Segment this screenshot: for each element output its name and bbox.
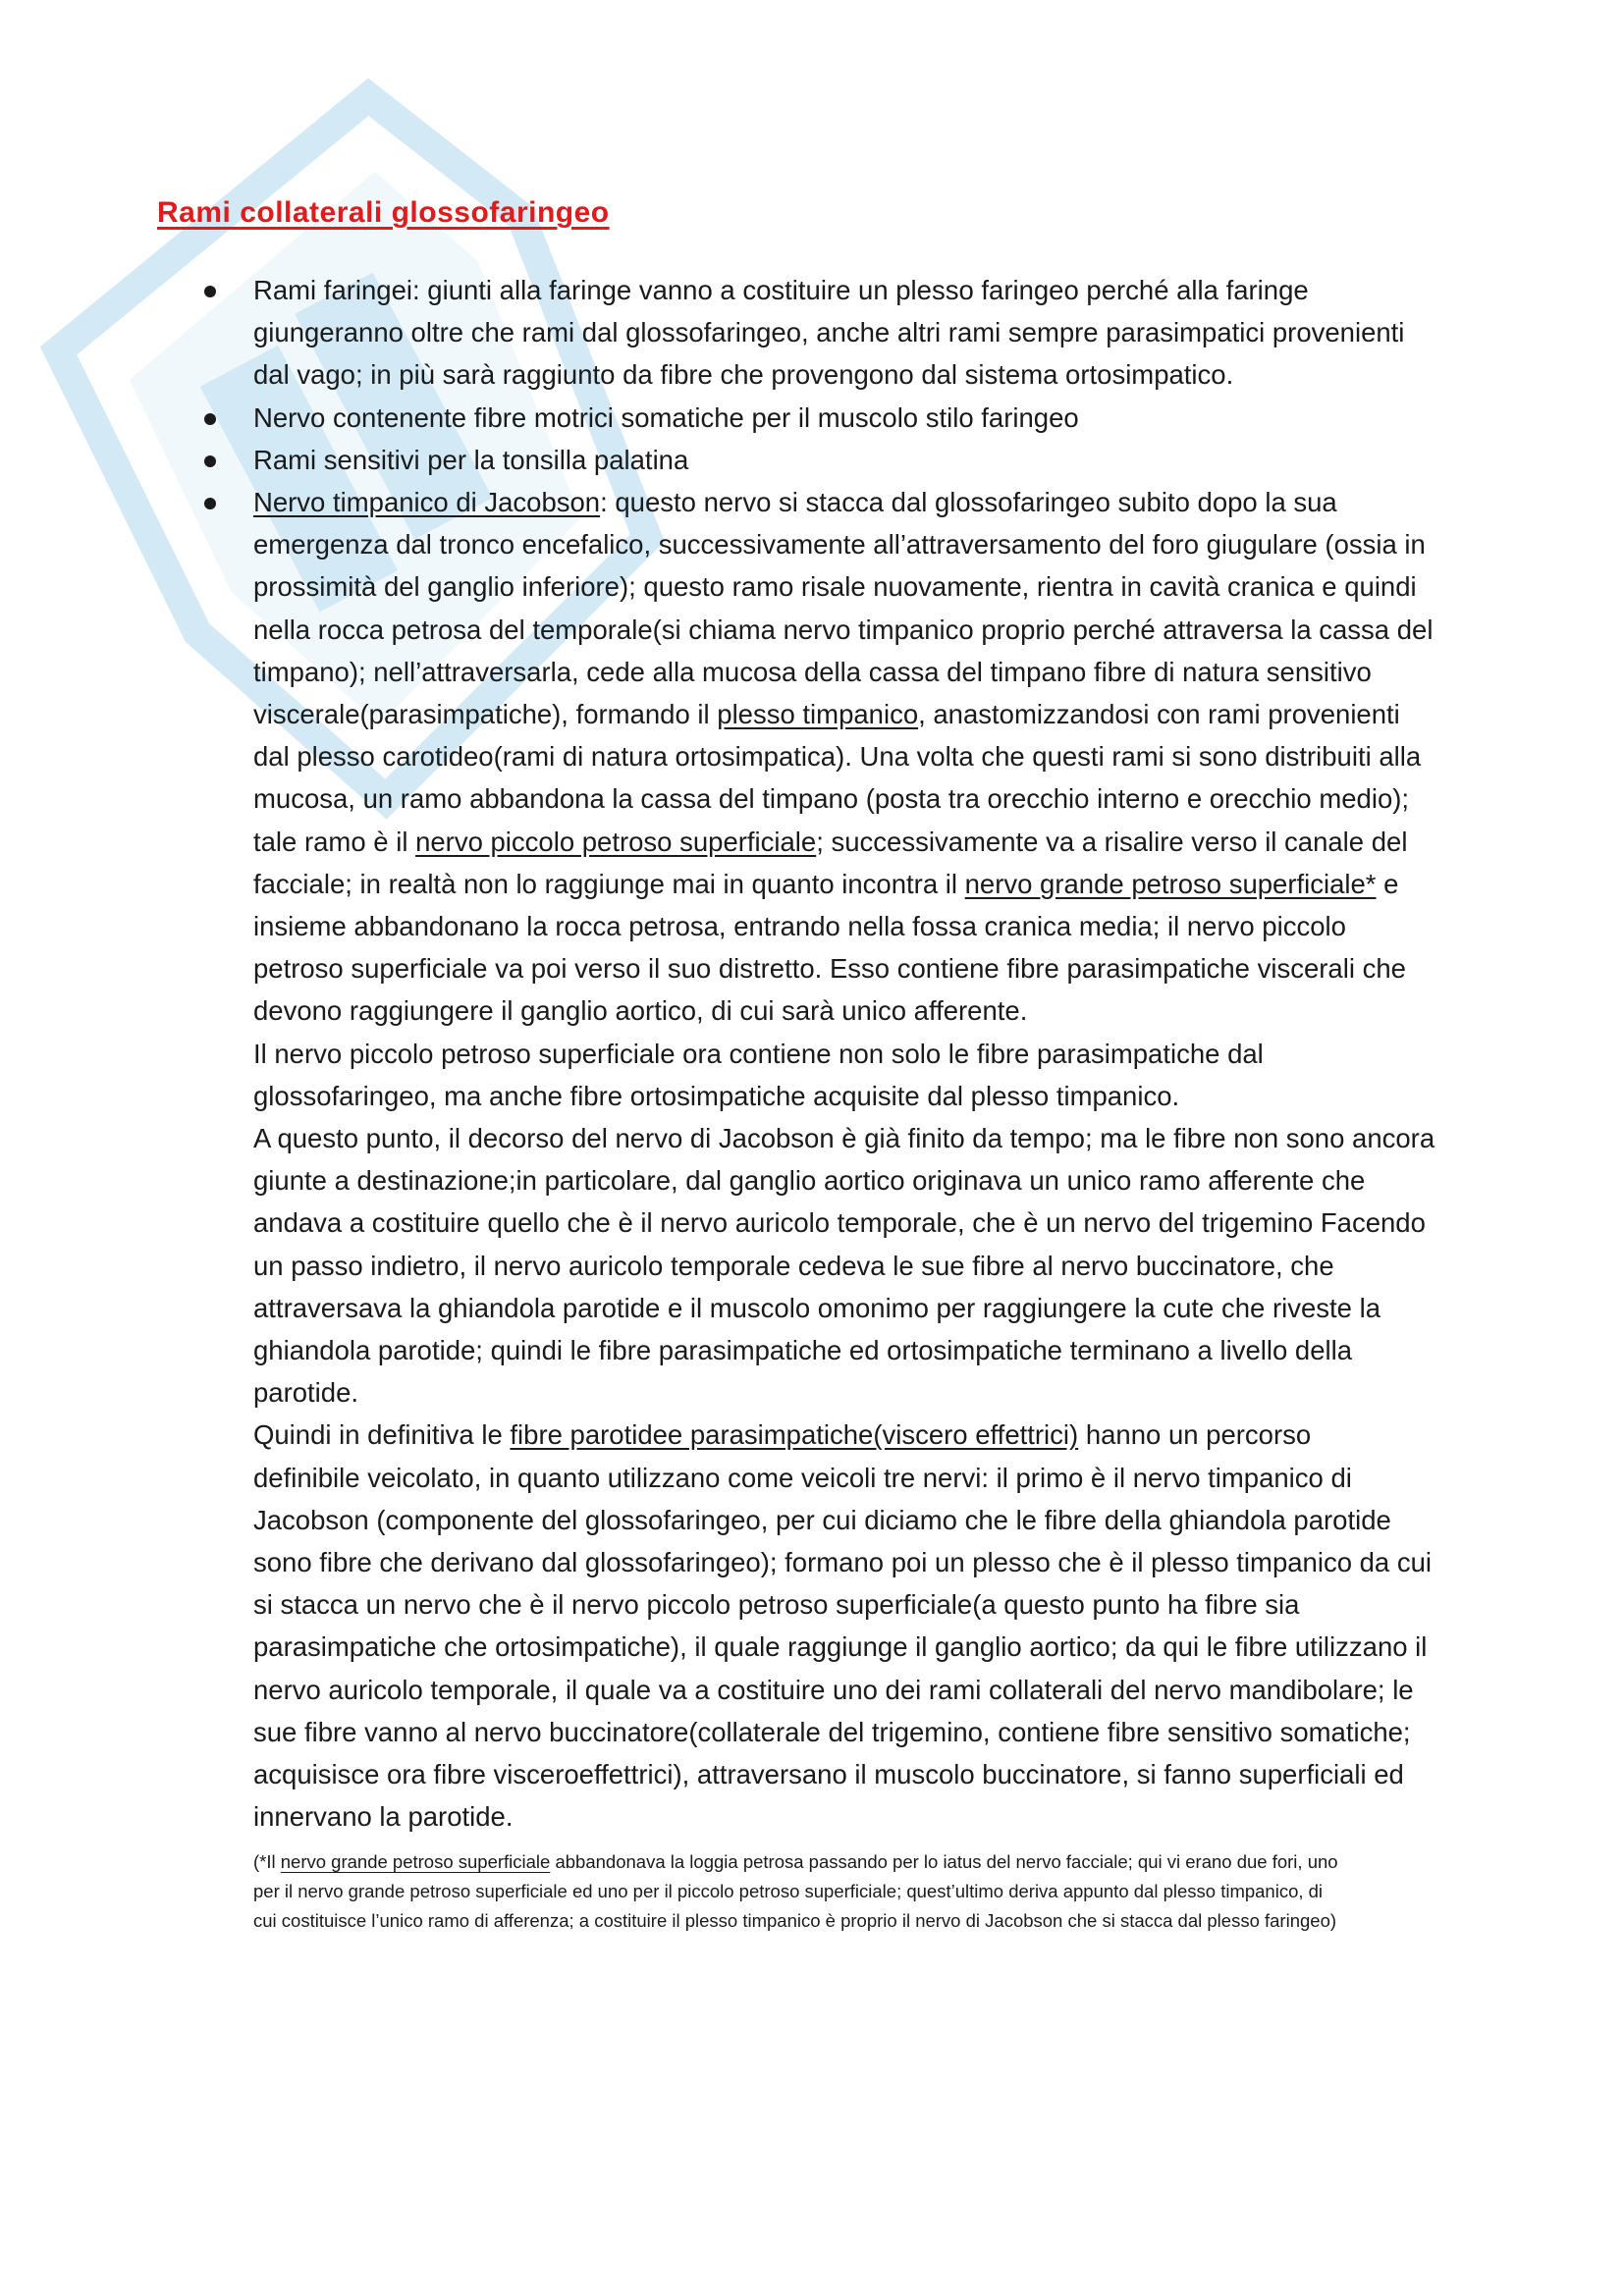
text-line xyxy=(253,828,1407,856)
text-line xyxy=(253,277,1309,304)
text-segment: Rami sensitivi per la tonsilla palatina xyxy=(253,444,689,475)
text-segment: definibile veicolato, in quanto utilizzano come veicoli tre nervi: il primo è il nervo timpanico di xyxy=(253,1462,1352,1493)
text-segment: viscerale(parasimpatiche), formando il xyxy=(253,699,718,729)
text-segment: , anastomizzandosi con rami provenienti xyxy=(918,699,1400,729)
text-line xyxy=(253,573,1417,601)
text-segment: Quindi in definitiva le xyxy=(253,1419,511,1451)
text-segment: A questo punto, il decorso del nervo di Jacobson è già finito da tempo; ma le fibre non sono ancora xyxy=(253,1123,1435,1153)
text-segment: per il nervo grande petroso superficiale ed uno per il piccolo petroso superficiale; quest’ultimo deriva appunto dal plesso timpanico, di xyxy=(253,1881,1324,1901)
text-line xyxy=(253,913,1346,940)
text-segment: insieme abbandonano la rocca petrosa, entrando nella fossa cranica media; il nervo piccolo xyxy=(253,911,1346,941)
underlined-term: fibre parotidee parasimpatiche(viscero effettrici) xyxy=(510,1419,1079,1451)
text-line xyxy=(253,743,1421,771)
text-segment: emergenza dal tronco encefalico, successivamente all’attraversamento del foro giugulare (ossia in xyxy=(253,529,1426,561)
text-segment: ; successivamente va a risalire verso il canale del xyxy=(816,826,1408,857)
text-segment: cui costituisce l’unico ramo di afferenza; a costituire il plesso timpanico è proprio il nervo di Jacobson che si stacca dal plesso faringeo) xyxy=(253,1910,1337,1931)
bullet-icon xyxy=(204,455,216,467)
text-segment: Rami faringei: giunti alla faringe vanno a costituire un plesso faringeo perché alla faringe xyxy=(253,275,1309,305)
underlined-term: nervo grande petroso superficiale* xyxy=(964,868,1377,899)
text-line xyxy=(253,1462,1352,1493)
underlined-term: plesso timpanico xyxy=(717,699,919,729)
text-line xyxy=(253,1591,1299,1619)
text-segment: dal vago; in più sarà raggiunto da fibre che provengono dal sistema ortosimpatico. xyxy=(253,359,1234,391)
text-line xyxy=(253,1421,1311,1449)
text-line xyxy=(253,1038,1264,1069)
text-segment: un passo indietro, il nervo auricolo temporale cedeva le sue fibre al nervo buccinatore, che xyxy=(253,1250,1334,1281)
underlined-term: nervo grande petroso superficiale xyxy=(280,1851,551,1872)
text-segment: facciale; in realtà non lo raggiunge mai in quanto incontra il xyxy=(253,868,965,899)
text-segment: sono fibre che derivano dal glossofaringeo); formano poi un plesso che è il plesso timpanico da cui xyxy=(253,1547,1433,1577)
text-line xyxy=(253,1250,1334,1281)
text-segment: mucosa, un ramo abbandona la cassa del timpano (posta tra orecchio interno e orecchio medio); xyxy=(253,783,1410,815)
text-line xyxy=(253,1716,1411,1747)
text-segment: nella rocca petrosa del temporale(si chiama nervo timpanico proprio perché attraversa la cassa del xyxy=(253,614,1434,645)
text-line xyxy=(253,616,1433,644)
bullet-icon xyxy=(204,286,216,297)
text-segment: Il nervo piccolo petroso superficiale ora contiene non solo le fibre parasimpatiche dal xyxy=(253,1038,1264,1069)
text-line xyxy=(253,1125,1435,1152)
text-line xyxy=(253,868,1399,899)
text-line xyxy=(253,656,1372,687)
text-line xyxy=(253,489,1337,516)
text-line xyxy=(253,955,1406,983)
text-segment: acquisisce ora fibre visceroeffettrici), attraversano il muscolo buccinatore, si fanno superficiali ed xyxy=(253,1759,1404,1789)
text-segment: giunte a destinazione;in particolare, dal ganglio aortico originava un unico ramo afferente che xyxy=(253,1165,1366,1197)
text-segment: Jacobson (componente del glossofaringeo, per cui diciamo che le fibre della ghiandola parotide xyxy=(253,1504,1391,1535)
text-line xyxy=(253,1379,358,1407)
text-segment: tale ramo è il xyxy=(253,826,416,857)
text-segment: timpano); nell’attraversarla, cede alla mucosa della cassa del timpano fibre di natura sensitivo xyxy=(253,656,1372,687)
text-line xyxy=(253,361,1233,389)
text-segment: : questo nervo si stacca dal glossofaringeo subito dopo la sua xyxy=(600,487,1337,517)
text-line xyxy=(253,1633,1427,1661)
text-line xyxy=(253,319,1404,347)
text-segment: Nervo contenente fibre motrici somatiche per il muscolo stilo faringeo xyxy=(253,401,1079,433)
text-line xyxy=(253,1803,514,1831)
text-segment: nervo auricolo temporale, il quale va a costituire uno dei rami collaterali del nervo mandibolare; le xyxy=(253,1674,1414,1705)
text-segment: si stacca un nervo che è il nervo piccolo petroso superficiale(a questo punto ha fibre sia xyxy=(253,1589,1300,1621)
text-line xyxy=(253,1292,1381,1323)
bullet-icon xyxy=(204,498,216,509)
bullet-icon xyxy=(204,413,216,425)
text-line xyxy=(253,531,1426,559)
text-segment: parasimpatiche che ortosimpatiche), il quale raggiunge il ganglio aortico; da qui le fibre utilizzano il xyxy=(253,1631,1428,1663)
text-segment: ghiandola parotide; quindi le fibre parasimpatiche ed ortosimpatiche terminano a livello della xyxy=(253,1335,1353,1365)
underlined-term: Nervo timpanico di Jacobson xyxy=(253,487,601,517)
text-segment: parotide. xyxy=(253,1377,359,1409)
text-segment: abbandonava la loggia petrosa passando per lo iatus del nervo facciale; qui vi erano due fori, uno xyxy=(550,1851,1338,1872)
text-segment: hanno un percorso xyxy=(1078,1419,1312,1451)
text-line xyxy=(253,1549,1432,1576)
underlined-term: nervo piccolo petroso superficiale xyxy=(415,826,817,857)
text-segment: attraversava la ghiandola parotide e il muscolo omonimo per raggiungere la cute che riveste la xyxy=(253,1292,1381,1323)
text-line xyxy=(253,1337,1352,1364)
text-segment: prossimità del ganglio inferiore); questo ramo risale nuovamente, rientra in cavità cranica e quindi xyxy=(253,571,1417,603)
footnote-line xyxy=(253,1853,1338,1872)
text-line xyxy=(253,785,1409,813)
text-line xyxy=(253,1674,1414,1705)
text-segment: andava a costituire quello che è il nervo auricolo temporale, che è un nervo del trigemino Facendo xyxy=(253,1207,1426,1239)
text-segment: giungeranno oltre che rami dal glossofaringeo, anche altri rami sempre parasimpatici provenienti xyxy=(253,317,1405,348)
footnote-line xyxy=(253,1883,1323,1901)
text-segment: (*Il xyxy=(253,1851,281,1872)
text-segment: e xyxy=(1376,868,1399,899)
text-line xyxy=(253,444,689,475)
text-segment: glossofaringeo, ma anche fibre ortosimpatiche acquisite dal plesso timpanico. xyxy=(253,1080,1180,1111)
text-segment: sue fibre vanno al nervo buccinatore(collaterale del trigemino, contiene fibre sensitivo somatiche; xyxy=(253,1716,1411,1747)
text-line xyxy=(253,1761,1404,1789)
page-title: Rami collaterali glossofaringeo xyxy=(157,196,610,229)
text-segment: devono raggiungere il ganglio aortico, di cui sarà unico afferente. xyxy=(253,995,1028,1027)
text-segment: innervano la parotide. xyxy=(253,1801,514,1833)
text-line xyxy=(253,1167,1365,1195)
text-line xyxy=(253,1504,1391,1535)
text-line xyxy=(253,701,1400,728)
text-line xyxy=(253,1080,1180,1111)
text-line xyxy=(253,997,1027,1025)
text-segment: dal plesso carotideo(rami di natura ortosimpatica). Una volta che questi rami si sono distribuiti alla xyxy=(253,741,1422,773)
text-segment: petroso superficiale va poi verso il suo distretto. Esso contiene fibre parasimpatiche viscerali che xyxy=(253,953,1406,985)
footnote-line xyxy=(253,1912,1336,1931)
text-line xyxy=(253,401,1079,433)
text-line xyxy=(253,1209,1426,1237)
